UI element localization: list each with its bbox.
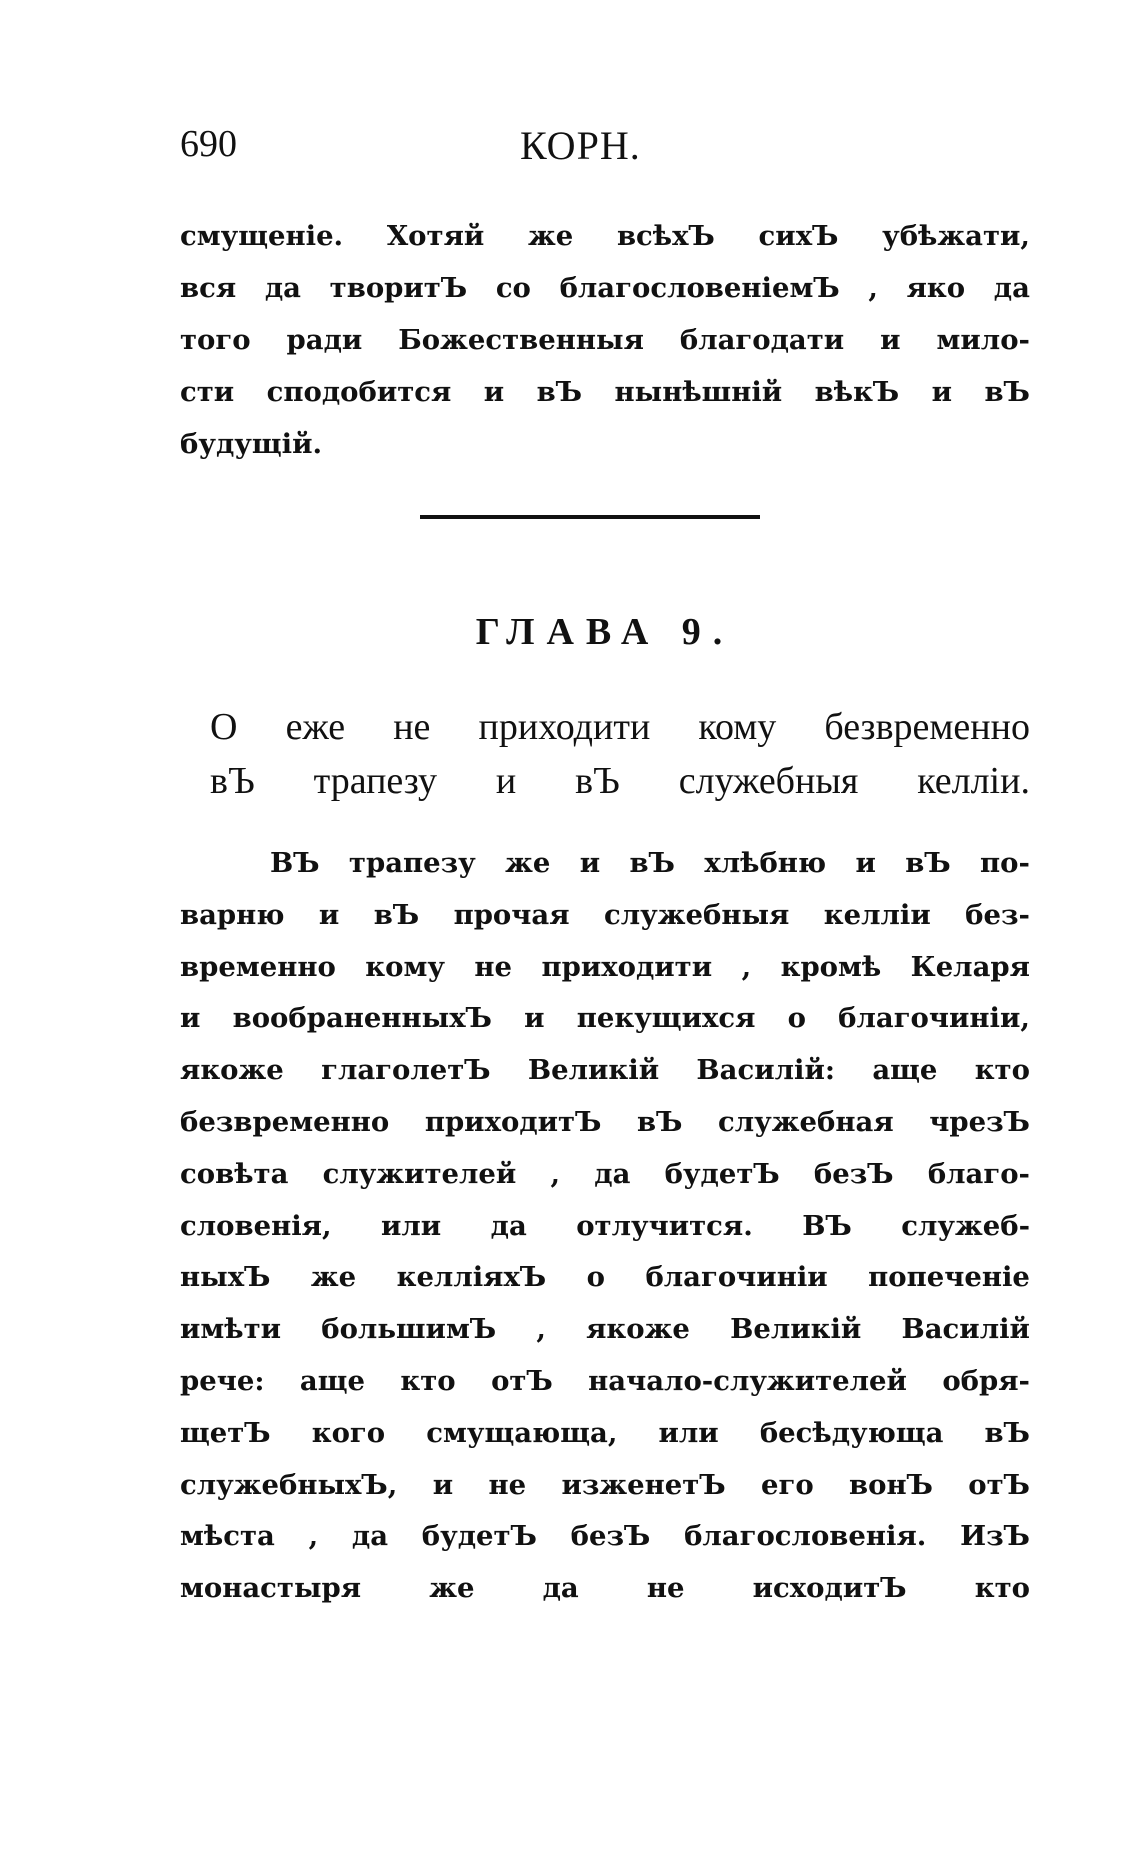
- text-line: [180, 838, 1030, 890]
- word: трапезу: [313, 760, 437, 802]
- word: якоже: [180, 1054, 284, 1087]
- word: аще: [872, 1054, 938, 1087]
- word: и: [180, 1002, 201, 1035]
- word: же: [527, 220, 574, 252]
- word: не: [474, 950, 513, 983]
- word: ,: [550, 1157, 561, 1190]
- word: мило-: [936, 324, 1030, 356]
- word: трапезу: [348, 847, 476, 879]
- word: благо-: [927, 1157, 1030, 1190]
- word: ,: [536, 1313, 546, 1346]
- word: отЪ: [968, 1468, 1030, 1501]
- word: вЪ: [905, 847, 951, 879]
- word: благословеніемЪ: [559, 272, 840, 304]
- word: не: [646, 1572, 685, 1605]
- word: вЪ: [536, 376, 583, 408]
- text-line: [180, 1356, 1030, 1408]
- word: со: [495, 272, 531, 304]
- text-line: [210, 754, 1030, 808]
- word: и: [524, 1002, 545, 1035]
- word: же: [505, 847, 551, 879]
- word: приходитЪ: [424, 1105, 602, 1138]
- word: кто: [974, 1054, 1030, 1087]
- word: да: [490, 1209, 527, 1242]
- word: смущеніе.: [180, 220, 344, 252]
- text-line: [180, 942, 1030, 994]
- word: убѣжати,: [882, 220, 1030, 252]
- word: Великій: [730, 1313, 862, 1346]
- text-line: [180, 1511, 1030, 1563]
- word: да: [542, 1572, 579, 1605]
- page-header: [180, 122, 1030, 182]
- word: кому: [698, 706, 777, 748]
- word: исходитЪ: [752, 1572, 907, 1605]
- word: Божественныя: [398, 324, 644, 356]
- word: служителей: [322, 1157, 517, 1190]
- word: отЪ: [491, 1364, 553, 1397]
- word: или: [658, 1416, 719, 1449]
- word: безЪ: [570, 1520, 651, 1553]
- word: безвременно: [824, 706, 1030, 748]
- word: вЪ: [629, 847, 675, 879]
- text-line: [180, 1201, 1030, 1253]
- text-line: [180, 1097, 1030, 1149]
- word: кто: [974, 1572, 1030, 1605]
- word: вся: [180, 272, 237, 304]
- word: да: [594, 1157, 631, 1190]
- word: служебныя: [678, 760, 859, 802]
- word: щетЪ: [180, 1416, 271, 1449]
- text-line: [180, 1252, 1030, 1304]
- word: Великій: [527, 1054, 660, 1087]
- word: его: [760, 1468, 814, 1501]
- text-line: [180, 1460, 1030, 1512]
- word: ИзЪ: [960, 1520, 1030, 1553]
- word: да: [351, 1520, 389, 1553]
- running-head: КОРН.: [520, 123, 641, 168]
- text-line: [180, 366, 1030, 418]
- word: будетЪ: [664, 1157, 780, 1190]
- text-line: [180, 1149, 1030, 1201]
- word: будущій.: [180, 428, 323, 460]
- word: творитЪ: [329, 272, 468, 304]
- word: вЪ: [984, 376, 1030, 408]
- word: ,: [741, 950, 752, 983]
- word: по-: [980, 847, 1030, 879]
- word: нынѣшній: [614, 376, 783, 408]
- word: и: [880, 324, 901, 356]
- text-line: [180, 1045, 1030, 1097]
- word: большимЪ: [321, 1313, 497, 1346]
- word: о: [586, 1261, 605, 1294]
- word: служеб-: [901, 1209, 1030, 1242]
- word: всѣхЪ: [616, 220, 715, 252]
- chapter-heading: ГЛАВА 9.: [475, 611, 735, 653]
- word: Василій:: [696, 1054, 836, 1087]
- word: временно: [180, 950, 336, 983]
- word: бесѣдующа: [759, 1416, 944, 1449]
- word: благочиніи,: [838, 1002, 1030, 1035]
- word: благочиніи: [645, 1261, 828, 1294]
- word: сти: [180, 376, 235, 408]
- word: служебныя: [603, 898, 790, 931]
- word: или: [380, 1209, 442, 1242]
- word: монастыря: [180, 1572, 362, 1605]
- word: будетЪ: [421, 1520, 537, 1553]
- word: Хотяй: [386, 220, 485, 252]
- word: кого: [311, 1416, 386, 1449]
- word: ,: [308, 1520, 319, 1553]
- word: чрезЪ: [929, 1105, 1030, 1138]
- word: Василій: [901, 1313, 1030, 1346]
- word: благодати: [679, 324, 845, 356]
- word: словенія,: [180, 1209, 332, 1242]
- text-line: [180, 993, 1030, 1045]
- word: О: [210, 706, 238, 748]
- word: безЪ: [813, 1157, 894, 1190]
- text-line: [180, 1304, 1030, 1356]
- word: хлѣбню: [704, 847, 827, 879]
- word: ВЪ: [802, 1209, 852, 1242]
- word: вЪ: [210, 760, 255, 802]
- word: о: [787, 1002, 806, 1035]
- word: вЪ: [984, 1416, 1030, 1449]
- text-line: [180, 210, 1030, 262]
- word: да: [264, 272, 301, 304]
- word: же: [310, 1261, 357, 1294]
- text-line: [180, 1408, 1030, 1460]
- word: совѣта: [180, 1157, 289, 1190]
- word: и: [931, 376, 953, 408]
- word: служебная: [718, 1105, 894, 1138]
- word: же: [429, 1572, 475, 1605]
- text-line: [210, 700, 1030, 754]
- word: глаголетЪ: [321, 1054, 491, 1087]
- word: сихЪ: [758, 220, 839, 252]
- word: и: [432, 1468, 454, 1501]
- word: изженетЪ: [561, 1468, 726, 1501]
- word: Келаря: [910, 950, 1030, 983]
- word: ,: [868, 272, 878, 304]
- word: попеченіе: [868, 1261, 1030, 1294]
- word: без-: [965, 898, 1030, 931]
- word: кромѣ: [780, 950, 882, 983]
- word: имѣти: [180, 1313, 282, 1346]
- word: приходити: [541, 950, 713, 983]
- word: и: [855, 847, 876, 879]
- word: еже: [285, 706, 346, 748]
- word: и: [579, 847, 601, 879]
- word: безвременно: [180, 1105, 390, 1138]
- body-paragraph: [180, 838, 1030, 1615]
- word: вЪ: [637, 1105, 683, 1138]
- section-divider: [420, 515, 760, 519]
- word: служебныхЪ,: [180, 1468, 398, 1501]
- word: не: [488, 1468, 527, 1501]
- word: и: [495, 760, 517, 802]
- word: отлучится.: [576, 1209, 753, 1242]
- word: ради: [286, 324, 363, 356]
- word: вонЪ: [849, 1468, 933, 1501]
- word: вообраненныхЪ: [232, 1002, 492, 1035]
- word: вѣкЪ: [814, 376, 900, 408]
- word: пекущихся: [576, 1002, 756, 1035]
- text-line: [180, 314, 1030, 366]
- word: смущающа,: [426, 1416, 618, 1449]
- word: кто: [400, 1364, 456, 1397]
- word: благословенія.: [684, 1520, 927, 1553]
- word: того: [180, 324, 251, 356]
- word: вЪ: [575, 760, 620, 802]
- word: ныхЪ: [180, 1261, 271, 1294]
- word: ВЪ: [270, 847, 320, 879]
- word: и: [483, 376, 505, 408]
- word: обря-: [942, 1364, 1030, 1397]
- word: не: [393, 706, 431, 748]
- word: и: [318, 898, 340, 931]
- text-line: [180, 262, 1030, 314]
- word: варню: [180, 898, 285, 931]
- word: приходити: [478, 706, 651, 748]
- chapter-title: [210, 700, 1030, 808]
- text-line: [180, 890, 1030, 942]
- word: аще: [299, 1364, 365, 1397]
- word: да: [993, 272, 1030, 304]
- word: сподобится: [266, 376, 452, 408]
- word: якоже: [586, 1313, 690, 1346]
- word: вЪ: [373, 898, 420, 931]
- word: келліяхЪ: [396, 1261, 547, 1294]
- word: прочая: [453, 898, 570, 931]
- text-line: [180, 418, 1030, 470]
- word: келліи: [823, 898, 931, 931]
- word: мѣста: [180, 1520, 275, 1553]
- top-paragraph: [180, 210, 1030, 470]
- word: рече:: [180, 1364, 265, 1397]
- word: кому: [365, 950, 445, 983]
- word: келліи.: [917, 760, 1030, 802]
- page-number: 690: [180, 123, 237, 165]
- text-line: [180, 1563, 1030, 1615]
- word: яко: [906, 272, 966, 304]
- word: начало-служителей: [588, 1364, 907, 1397]
